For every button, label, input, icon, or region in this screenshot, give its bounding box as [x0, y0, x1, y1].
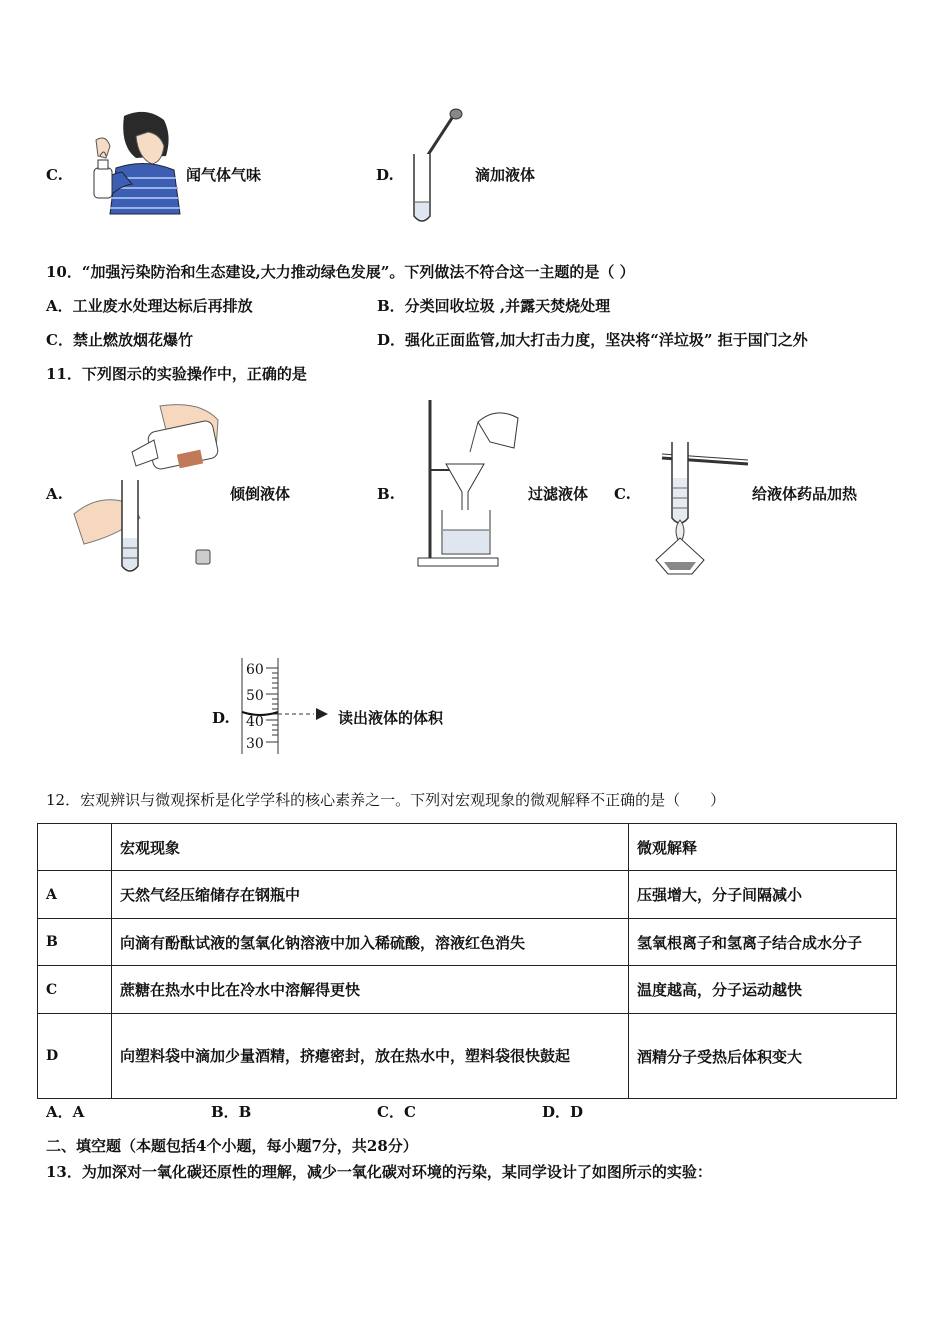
q10-option-c: C．禁止燃放烟花爆竹 [46, 331, 193, 349]
table-cell: 温度越高，分子运动越快 [629, 966, 897, 1014]
table-row [38, 871, 897, 919]
section-title: 二、填空题（本题包括4个小题，每小题7分，共28分） [46, 1137, 418, 1155]
table-cell: 氢氧根离子和氢离子结合成水分子 [629, 919, 897, 966]
q9-option-d-label: 滴加液体 [475, 166, 536, 184]
q9-option-c-letter: C. [46, 166, 63, 184]
table-cell: 天然气经压缩储存在钢瓶中 [112, 871, 629, 919]
q11-option-d-label: 读出液体的体积 [338, 709, 444, 727]
table-cell: 蔗糖在热水中比在冷水中溶解得更快 [112, 966, 629, 1014]
q12-option-b: B．B [211, 1103, 252, 1121]
q11-option-b-letter: B. [377, 485, 395, 503]
smell-gas-figure [76, 106, 184, 216]
q9-option-c-label: 闻气体气味 [186, 166, 262, 184]
table-header-cell: 微观解释 [629, 824, 897, 871]
q12-option-a: A．A [46, 1103, 85, 1121]
q11-option-c-letter: C. [614, 485, 631, 503]
table-cell: C [38, 966, 112, 1014]
table-header-cell: 宏观现象 [112, 824, 629, 871]
q11-stem: 11．下列图示的实验操作中，正确的是 [46, 365, 307, 383]
q11-option-d-letter: D. [212, 709, 230, 727]
scale-label-60: 60 [246, 662, 264, 678]
table-cell: 向滴有酚酞试液的氢氧化钠溶液中加入稀硫酸，溶液红色消失 [112, 919, 629, 966]
filter-liquid-figure [412, 396, 530, 572]
dropper-figure [404, 104, 470, 228]
pour-liquid-figure [70, 400, 230, 580]
table-header-cell [38, 824, 112, 871]
scale-label-30: 30 [246, 736, 264, 752]
q11-option-a-letter: A. [46, 485, 63, 503]
q12-table [37, 823, 897, 1099]
table-row [38, 1014, 897, 1099]
table-cell: A [38, 871, 112, 919]
table-cell: D [38, 1014, 112, 1099]
q12-stem: 12．宏观辨识与微观探析是化学学科的核心素养之一。下列对宏观现象的微观解释不正确的是（ ） [46, 791, 726, 809]
table-cell: 酒精分子受热后体积变大 [629, 1014, 897, 1099]
q10-option-b: B．分类回收垃圾 ,并露天焚烧处理 [377, 297, 611, 315]
q11-option-a-label: 倾倒液体 [230, 485, 291, 503]
table-cell: 压强增大，分子间隔减小 [629, 871, 897, 919]
heat-liquid-figure [652, 434, 752, 578]
q12-option-d: D．D [542, 1103, 584, 1121]
q11-option-c-label: 给液体药品加热 [752, 485, 858, 503]
table-cell: B [38, 919, 112, 966]
scale-label-40: 40 [246, 714, 264, 730]
q11-option-b-label: 过滤液体 [528, 485, 589, 503]
table-cell: 向塑料袋中滴加少量酒精，挤瘪密封，放在热水中，塑料袋很快鼓起 [112, 1014, 629, 1099]
q13-stem: 13．为加深对一氧化碳还原性的理解，减少一氧化碳对环境的污染，某同学设计了如图所示的实验： [46, 1163, 712, 1181]
table-row [38, 966, 897, 1014]
q10-stem: 10．“加强污染防治和生态建设,大力推动绿色发展”。下列做法不符合这一主题的是（ ） [46, 263, 635, 281]
q10-option-d: D．强化正面监管,加大打击力度，坚决将“洋垃圾” 拒于国门之外 [377, 331, 808, 349]
scale-label-50: 50 [246, 688, 264, 704]
table-header-row [38, 824, 897, 871]
table-row [38, 919, 897, 966]
q9-option-d-letter: D. [376, 166, 394, 184]
q10-option-a: A．工业废水处理达标后再排放 [46, 297, 253, 315]
q12-option-c: C．C [377, 1103, 416, 1121]
